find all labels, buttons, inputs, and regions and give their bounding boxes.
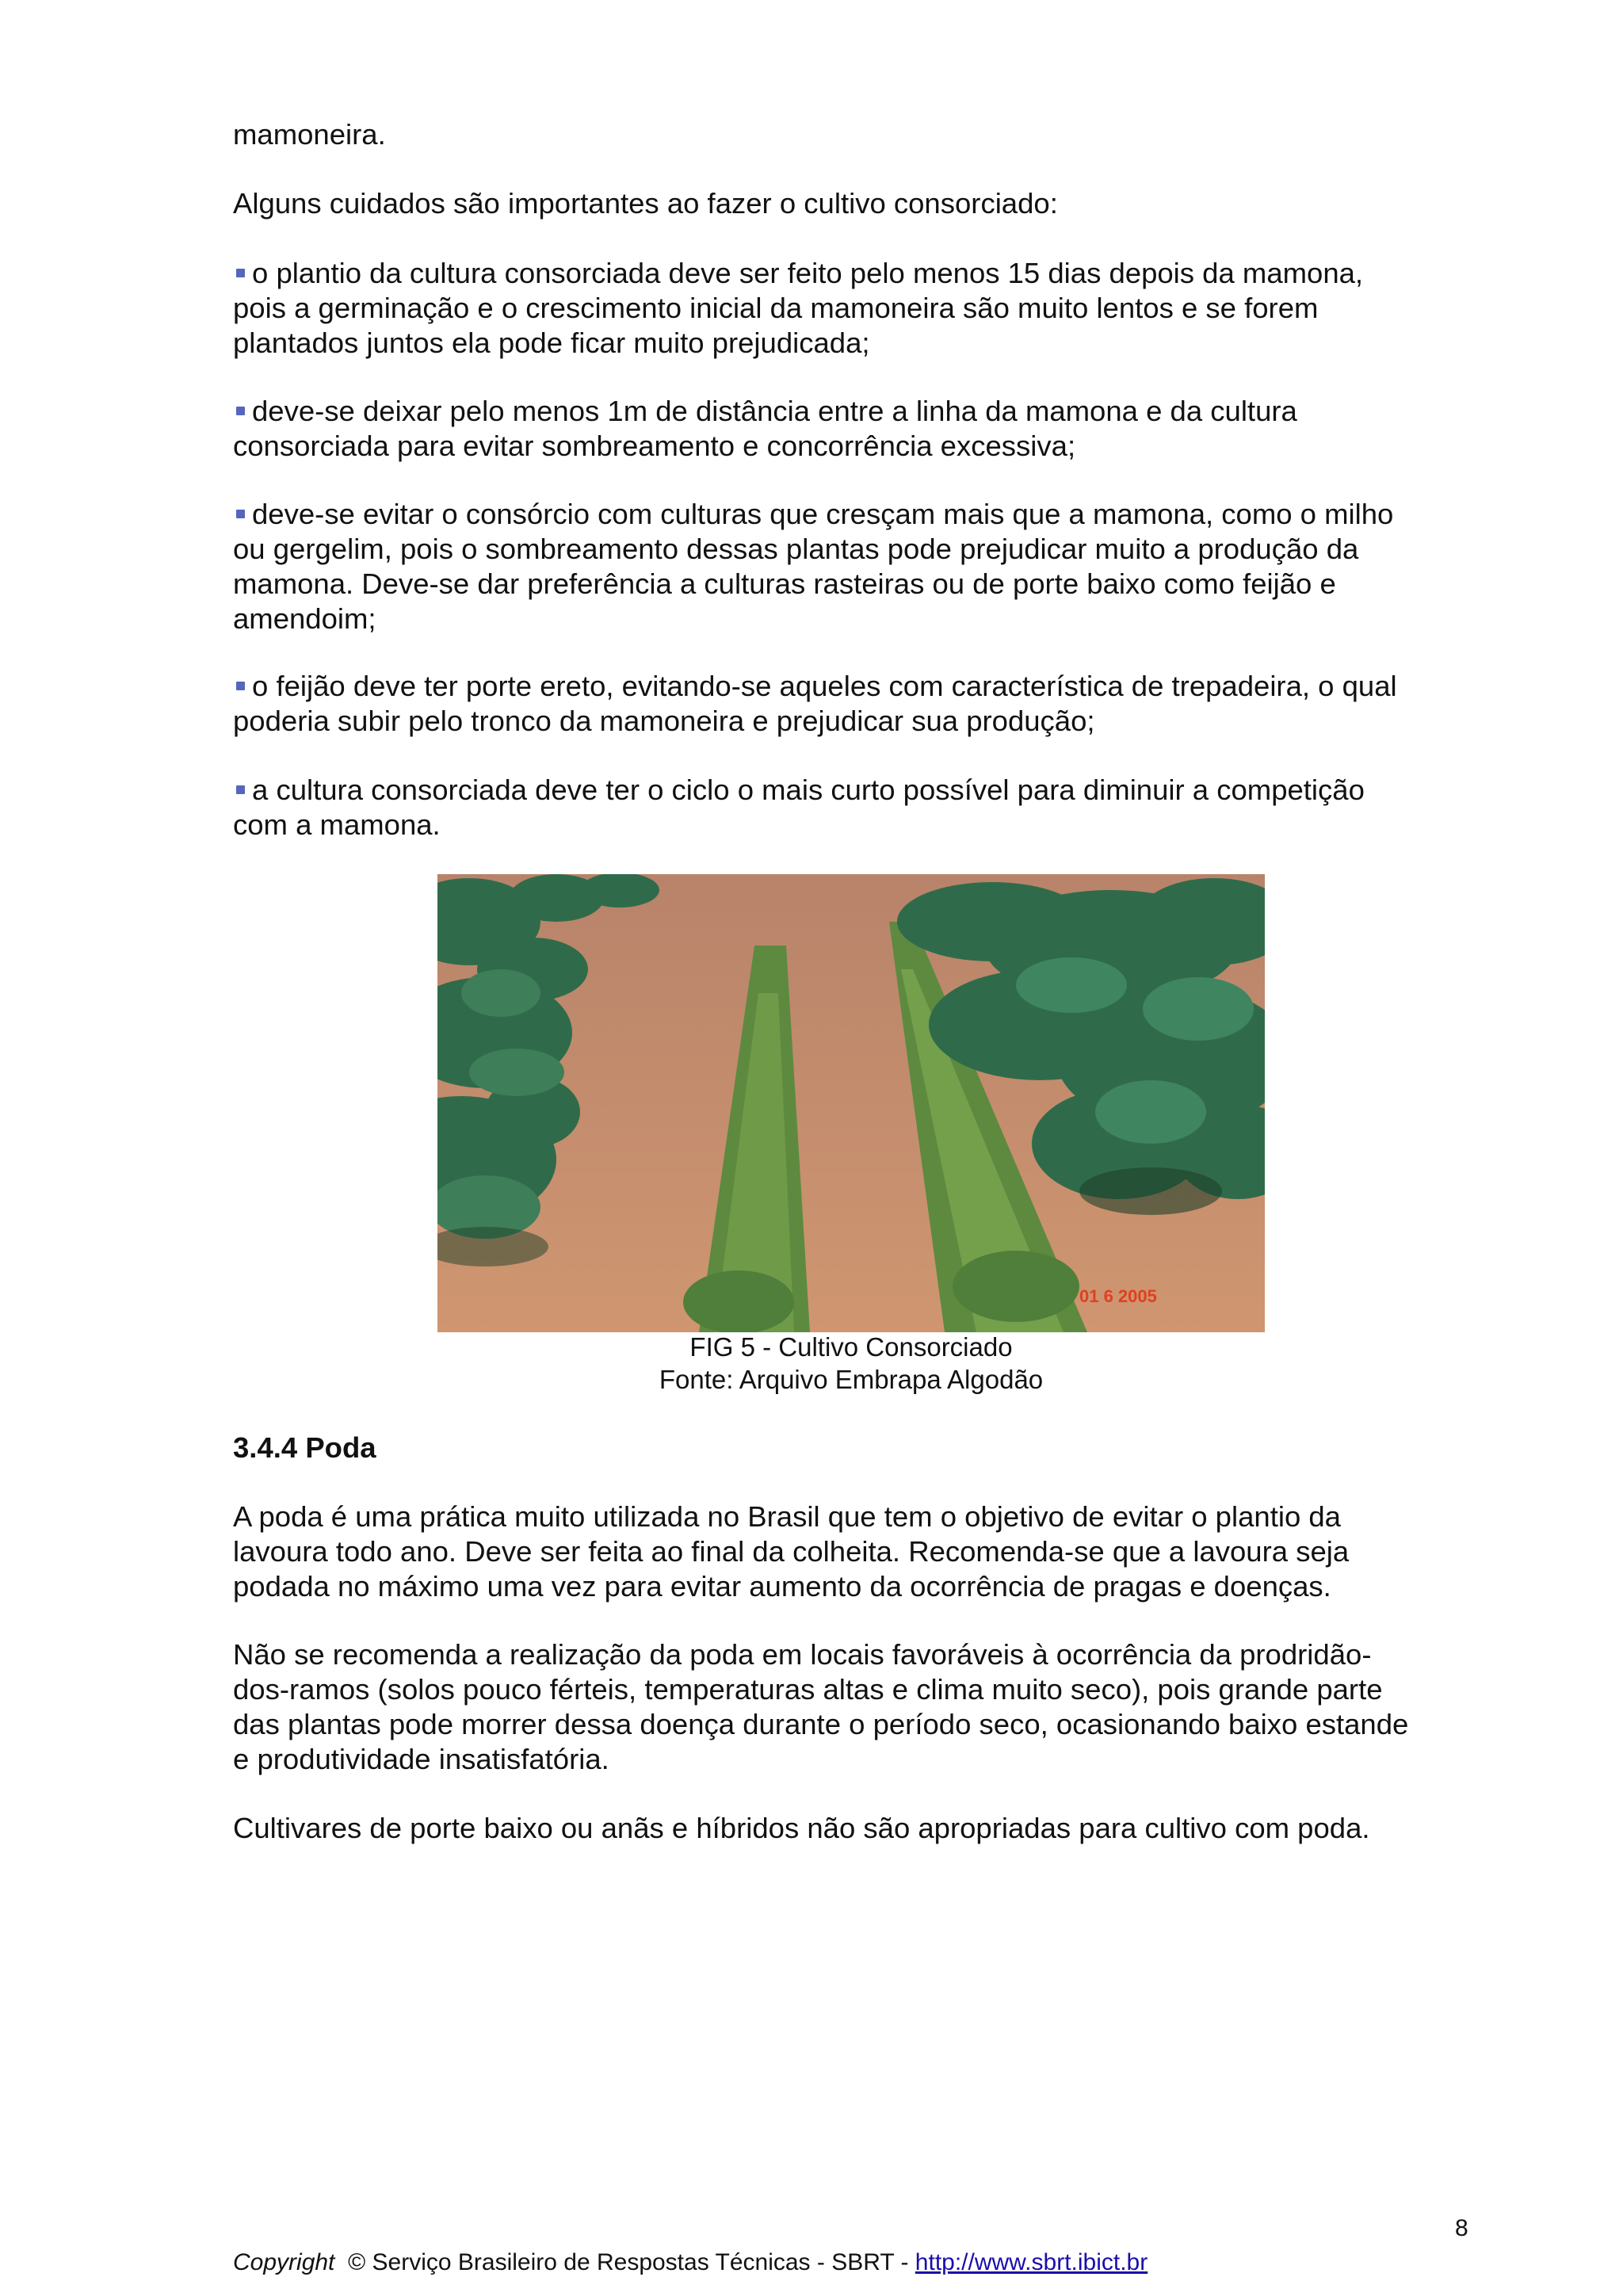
bullet-item-1 — [233, 256, 1469, 361]
bullet-line: plantados juntos ela pode ficar muito prejudicada; — [233, 327, 870, 359]
square-bullet-icon — [236, 785, 245, 794]
square-bullet-icon — [236, 510, 245, 518]
footer — [233, 2248, 1148, 2278]
sbrt-link[interactable]: http://www.sbrt.ibict.br — [915, 2249, 1148, 2275]
poda-paragraph-3 — [233, 1811, 1469, 1846]
bullet-line: com a mamona. — [233, 808, 441, 841]
paragraph-line: podada no máximo uma vez para evitar aumento da ocorrência de pragas e doenças. — [233, 1570, 1331, 1603]
bullet-text: deve-se evitar o consórcio com culturas que cresçam mais que a mamona, como o milho — [252, 498, 1394, 530]
paragraph-line: lavoura todo ano. Deve ser feita ao final da colheita. Recomenda-se que a lavoura seja — [233, 1535, 1350, 1568]
figure-caption: FIG 5 - Cultivo Consorciado — [689, 1332, 1013, 1362]
paragraph-line: Cultivares de porte baixo ou anãs e híbridos não são apropriadas para cultivo com poda. — [233, 1812, 1370, 1844]
bullet-item-5 — [233, 773, 1469, 842]
bullet-line — [233, 256, 1469, 291]
bullet-item-4 — [233, 669, 1469, 739]
bullet-text: a cultura consorciada deve ter o ciclo o mais curto possível para diminuir a competição — [252, 774, 1365, 806]
paragraph-line: Não se recomenda a realização da poda em locais favoráveis à ocorrência da prodridão- — [233, 1638, 1372, 1671]
bullet-line: ou gergelim, pois o sombreamento dessas plantas pode prejudicar muito a produção da — [233, 533, 1359, 565]
square-bullet-icon — [236, 407, 245, 415]
page-number: 8 — [1455, 2215, 1468, 2241]
bullet-line: amendoim; — [233, 602, 376, 635]
photo-date-stamp: 01 6 2005 — [1079, 1286, 1157, 1306]
bullet-line: mamona. Deve-se dar preferência a culturas rasteiras ou de porte baixo como feijão e — [233, 567, 1336, 600]
bullet-line: consorciada para evitar sombreamento e concorrência excessiva; — [233, 430, 1076, 462]
intro-text: Alguns cuidados são importantes ao fazer o cultivo consorciado: — [233, 187, 1058, 220]
paragraph-line: A poda é uma prática muito utilizada no Brasil que tem o objetivo de evitar o plantio da — [233, 1500, 1341, 1533]
copyright-text: © Serviço Brasileiro de Respostas Técnicas - SBRT - — [348, 2249, 909, 2275]
square-bullet-icon — [236, 269, 245, 277]
paragraph-line: das plantas pode morrer dessa doença durante o período seco, ocasionando baixo estande — [233, 1708, 1409, 1740]
bullet-text: o feijão deve ter porte ereto, evitando-se aqueles com característica de trepadeira, o qual — [252, 670, 1397, 702]
paragraph-line: dos-ramos (solos pouco férteis, temperaturas altas e clima muito seco), pois grande parte — [233, 1673, 1383, 1706]
bullet-item-3 — [233, 497, 1469, 636]
poda-paragraph-1 — [233, 1499, 1469, 1604]
bullet-line — [233, 394, 1469, 429]
square-bullet-icon — [236, 682, 245, 690]
figure-source: Fonte: Arquivo Embrapa Algodão — [659, 1365, 1044, 1394]
bullet-line: poderia subir pelo tronco da mamoneira e prejudicar sua produção; — [233, 705, 1095, 737]
section-heading: 3.4.4 Poda — [233, 1431, 376, 1464]
paragraph-line: e produtividade insatisfatória. — [233, 1743, 609, 1775]
bullet-line — [233, 497, 1469, 532]
intercropping-photo — [437, 874, 1265, 1332]
bullet-line — [233, 669, 1469, 704]
bullet-text: deve-se deixar pelo menos 1m de distância entre a linha da mamona e da cultura — [252, 395, 1297, 427]
poda-paragraph-2 — [233, 1637, 1469, 1777]
bullet-line — [233, 773, 1469, 808]
bullet-line: pois a germinação e o crescimento inicial da mamoneira são muito lentos e se forem — [233, 292, 1319, 324]
bullet-text: o plantio da cultura consorciada deve ser feito pelo menos 15 dias depois da mamona, — [252, 257, 1364, 289]
continuation-text: mamoneira. — [233, 118, 386, 151]
copyright-label: Copyright — [233, 2249, 335, 2275]
bullet-item-2 — [233, 394, 1469, 464]
